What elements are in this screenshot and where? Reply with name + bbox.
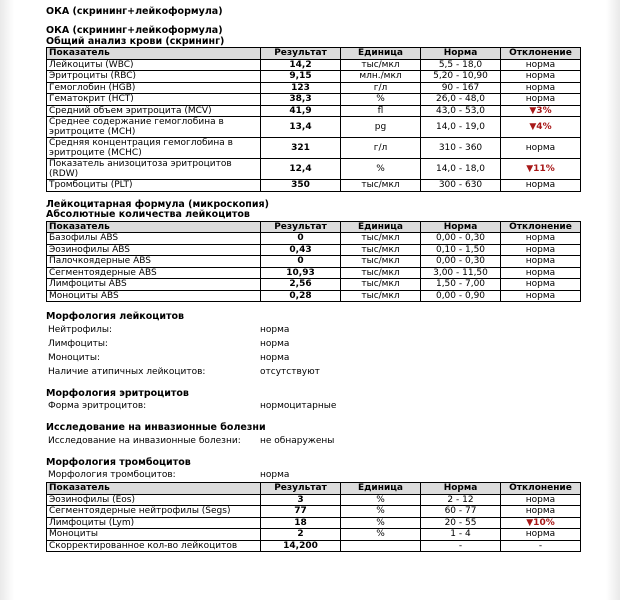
row-value: 0,43 — [261, 244, 341, 256]
table-row — [47, 233, 581, 245]
row-norm: 5,5 - 18,0 — [421, 59, 501, 71]
row-name: Скорректированное кол-во лейкоцитов — [47, 540, 261, 552]
cbc-table-body — [47, 59, 581, 191]
row-norm: 90 - 167 — [421, 82, 501, 94]
field-row — [46, 434, 581, 448]
row-norm: 2 - 12 — [421, 494, 501, 506]
row-unit: тыс/мкл — [341, 59, 421, 71]
row-name: Базофилы ABS — [47, 233, 261, 245]
field-value: норма — [260, 324, 290, 335]
row-norm: 300 - 630 — [421, 180, 501, 192]
row-value: 14,200 — [261, 540, 341, 552]
row-unit — [341, 540, 421, 552]
row-deviation: - — [501, 540, 581, 552]
row-value: 3 — [261, 494, 341, 506]
table-row — [47, 267, 581, 279]
row-norm: 0,00 - 0,30 — [421, 256, 501, 268]
row-value: 18 — [261, 517, 341, 529]
row-name: Эозинофилы ABS — [47, 244, 261, 256]
row-value: 12,4 — [261, 159, 341, 180]
field-value: норма — [260, 352, 290, 363]
table-row — [47, 117, 581, 138]
row-deviation: норма — [501, 244, 581, 256]
row-unit: % — [341, 94, 421, 106]
row-deviation: норма — [501, 529, 581, 541]
row-deviation: ▼4% — [501, 117, 581, 138]
invasive-title: Исследование на инвазионные болезни — [46, 422, 266, 433]
table-row — [47, 517, 581, 529]
row-deviation: ▼10% — [501, 517, 581, 529]
row-deviation: норма — [501, 94, 581, 106]
plt-morph-title: Морфология тромбоцитов — [46, 456, 191, 468]
row-unit: % — [341, 506, 421, 518]
field-row — [46, 399, 581, 413]
row-deviation: норма — [501, 279, 581, 291]
row-name: Лимфоциты (Lym) — [47, 517, 261, 529]
leuko-table-head — [47, 221, 581, 233]
row-norm: 0,00 - 0,90 — [421, 290, 501, 302]
leuko-table — [46, 221, 581, 303]
row-unit: г/л — [341, 82, 421, 94]
row-value: 38,3 — [261, 94, 341, 106]
table-row — [47, 256, 581, 268]
row-deviation: норма — [501, 506, 581, 518]
column-header: Отклонение — [501, 483, 581, 495]
row-deviation: норма — [501, 233, 581, 245]
row-name: Средний объем эритроцита (MCV) — [47, 105, 261, 117]
row-value: 350 — [261, 180, 341, 192]
ery-morph-list — [46, 399, 581, 413]
cbc-table — [46, 47, 581, 192]
row-name: Средняя концентрация гемоглобина в эритроците (MCHC) — [47, 138, 261, 159]
page-edge-left — [0, 0, 14, 600]
row-norm: - — [421, 540, 501, 552]
table-row — [47, 494, 581, 506]
row-deviation: норма — [501, 82, 581, 94]
relative-table-head — [47, 483, 581, 495]
row-name: Лимфоциты ABS — [47, 279, 261, 291]
field-label: Лимфоциты: — [48, 338, 108, 349]
field-row — [46, 337, 581, 351]
leuko-section-subtitle: Абсолютные количества лейкоцитов — [46, 209, 250, 220]
row-deviation: норма — [501, 180, 581, 192]
ery-morph-title: Морфология эритроцитов — [46, 387, 189, 399]
field-row — [46, 351, 581, 365]
row-unit: г/л — [341, 138, 421, 159]
row-norm: 5,20 - 10,90 — [421, 71, 501, 83]
invasive-list — [46, 434, 581, 448]
relative-table-body — [47, 494, 581, 552]
table-row — [47, 82, 581, 94]
table-header-row — [47, 48, 581, 60]
row-norm: 1,50 - 7,00 — [421, 279, 501, 291]
row-value: 10,93 — [261, 267, 341, 279]
column-header: Единица — [341, 221, 421, 233]
field-label: Нейтрофилы: — [48, 324, 113, 335]
row-norm: 20 - 55 — [421, 517, 501, 529]
column-header: Результат — [261, 483, 341, 495]
table-row — [47, 159, 581, 180]
page-edge-right — [606, 0, 620, 600]
row-name: Сегментоядерные нейтрофилы (Segs) — [47, 506, 261, 518]
row-norm: 1 - 4 — [421, 529, 501, 541]
column-header: Результат — [261, 221, 341, 233]
row-deviation: норма — [501, 256, 581, 268]
row-name: Тромбоциты (PLT) — [47, 180, 261, 192]
row-norm: 3,00 - 11,50 — [421, 267, 501, 279]
row-value: 9,15 — [261, 71, 341, 83]
field-label: Наличие атипичных лейкоцитов: — [48, 366, 206, 377]
cbc-section-subtitle: Общий анализ крови (скрининг) — [46, 35, 225, 47]
row-norm: 310 - 360 — [421, 138, 501, 159]
row-value: 0,28 — [261, 290, 341, 302]
cbc-table-head — [47, 48, 581, 60]
row-norm: 0,00 - 0,30 — [421, 233, 501, 245]
row-name: Среднее содержание гемоглобина в эритроците (MCH) — [47, 117, 261, 138]
table-row — [47, 138, 581, 159]
row-deviation: норма — [501, 71, 581, 83]
row-name: Гематокрит (HCT) — [47, 94, 261, 106]
field-row — [46, 468, 581, 482]
table-row — [47, 506, 581, 518]
plt-morph-list — [46, 468, 581, 482]
field-row — [46, 323, 581, 337]
row-unit: % — [341, 159, 421, 180]
lab-report — [46, 6, 581, 552]
row-deviation: норма — [501, 494, 581, 506]
column-header: Единица — [341, 483, 421, 495]
field-value: норма — [260, 338, 290, 349]
row-unit: тыс/мкл — [341, 180, 421, 192]
table-row — [47, 244, 581, 256]
column-header: Норма — [421, 48, 501, 60]
column-header: Показатель — [47, 221, 261, 233]
table-header-row — [47, 483, 581, 495]
row-norm: 43,0 - 53,0 — [421, 105, 501, 117]
row-deviation: норма — [501, 59, 581, 71]
row-unit: тыс/мкл — [341, 244, 421, 256]
column-header: Норма — [421, 483, 501, 495]
row-name: Гемоглобин (HGB) — [47, 82, 261, 94]
column-header: Единица — [341, 48, 421, 60]
field-value: не обнаружены — [260, 435, 335, 446]
table-row — [47, 71, 581, 83]
table-row — [47, 180, 581, 192]
row-norm: 60 - 77 — [421, 506, 501, 518]
row-norm: 0,10 - 1,50 — [421, 244, 501, 256]
field-label: Исследование на инвазионные болезни: — [48, 435, 241, 446]
row-name: Лейкоциты (WBC) — [47, 59, 261, 71]
column-header: Показатель — [47, 483, 261, 495]
field-row — [46, 365, 581, 379]
table-header-row — [47, 221, 581, 233]
row-value: 123 — [261, 82, 341, 94]
row-deviation: ▼11% — [501, 159, 581, 180]
row-deviation: ▼3% — [501, 105, 581, 117]
column-header: Отклонение — [501, 48, 581, 60]
table-row — [47, 94, 581, 106]
row-name: Показатель анизоцитоза эритроцитов (RDW) — [47, 159, 261, 180]
row-unit: тыс/мкл — [341, 290, 421, 302]
row-value: 14,2 — [261, 59, 341, 71]
row-name: Палочкоядерные ABS — [47, 256, 261, 268]
field-label: Моноциты: — [48, 352, 101, 363]
row-deviation: норма — [501, 290, 581, 302]
row-deviation: норма — [501, 267, 581, 279]
row-name: Моноциты ABS — [47, 290, 261, 302]
field-label: Морфология тромбоцитов: — [48, 470, 176, 480]
row-norm: 14,0 - 19,0 — [421, 117, 501, 138]
row-unit: % — [341, 494, 421, 506]
column-header: Отклонение — [501, 221, 581, 233]
leuko-morph-list — [46, 323, 581, 379]
row-value: 321 — [261, 138, 341, 159]
row-value: 13,4 — [261, 117, 341, 138]
row-value: 77 — [261, 506, 341, 518]
table-row — [47, 105, 581, 117]
row-unit: fl — [341, 105, 421, 117]
row-norm: 26,0 - 48,0 — [421, 94, 501, 106]
row-deviation: норма — [501, 138, 581, 159]
cbc-section-title: ОКА (скрининг+лейкоформула) — [46, 25, 223, 36]
column-header: Показатель — [47, 48, 261, 60]
row-value: 2 — [261, 529, 341, 541]
table-row — [47, 540, 581, 552]
row-value: 2,56 — [261, 279, 341, 291]
row-value: 0 — [261, 256, 341, 268]
column-header: Норма — [421, 221, 501, 233]
row-unit: тыс/мкл — [341, 267, 421, 279]
field-value: отсутствуют — [260, 366, 320, 377]
leuko-section-title: Лейкоцитарная формула (микроскопия) — [46, 198, 269, 210]
leuko-morph-title: Морфология лейкоцитов — [46, 311, 185, 322]
row-unit: % — [341, 517, 421, 529]
row-norm: 14,0 - 18,0 — [421, 159, 501, 180]
table-row — [47, 279, 581, 291]
row-name: Моноциты — [47, 529, 261, 541]
row-name: Сегментоядерные ABS — [47, 267, 261, 279]
field-value: норма — [260, 470, 290, 480]
table-row — [47, 59, 581, 71]
relative-table — [46, 482, 581, 552]
report-title: ОКА (скрининг+лейкоформула) — [46, 6, 223, 17]
row-unit: тыс/мкл — [341, 279, 421, 291]
column-header: Результат — [261, 48, 341, 60]
row-value: 41,9 — [261, 105, 341, 117]
field-label: Форма эритроцитов: — [48, 401, 147, 411]
table-row — [47, 529, 581, 541]
field-value: нормоцитарные — [260, 401, 337, 411]
row-unit: тыс/мкл — [341, 256, 421, 268]
row-unit: % — [341, 529, 421, 541]
row-unit: тыс/мкл — [341, 233, 421, 245]
row-name: Эозинофилы (Eos) — [47, 494, 261, 506]
row-unit: млн./мкл — [341, 71, 421, 83]
leuko-table-body — [47, 233, 581, 302]
row-value: 0 — [261, 233, 341, 245]
table-row — [47, 290, 581, 302]
row-unit: pg — [341, 117, 421, 138]
row-name: Эритроциты (RBC) — [47, 71, 261, 83]
